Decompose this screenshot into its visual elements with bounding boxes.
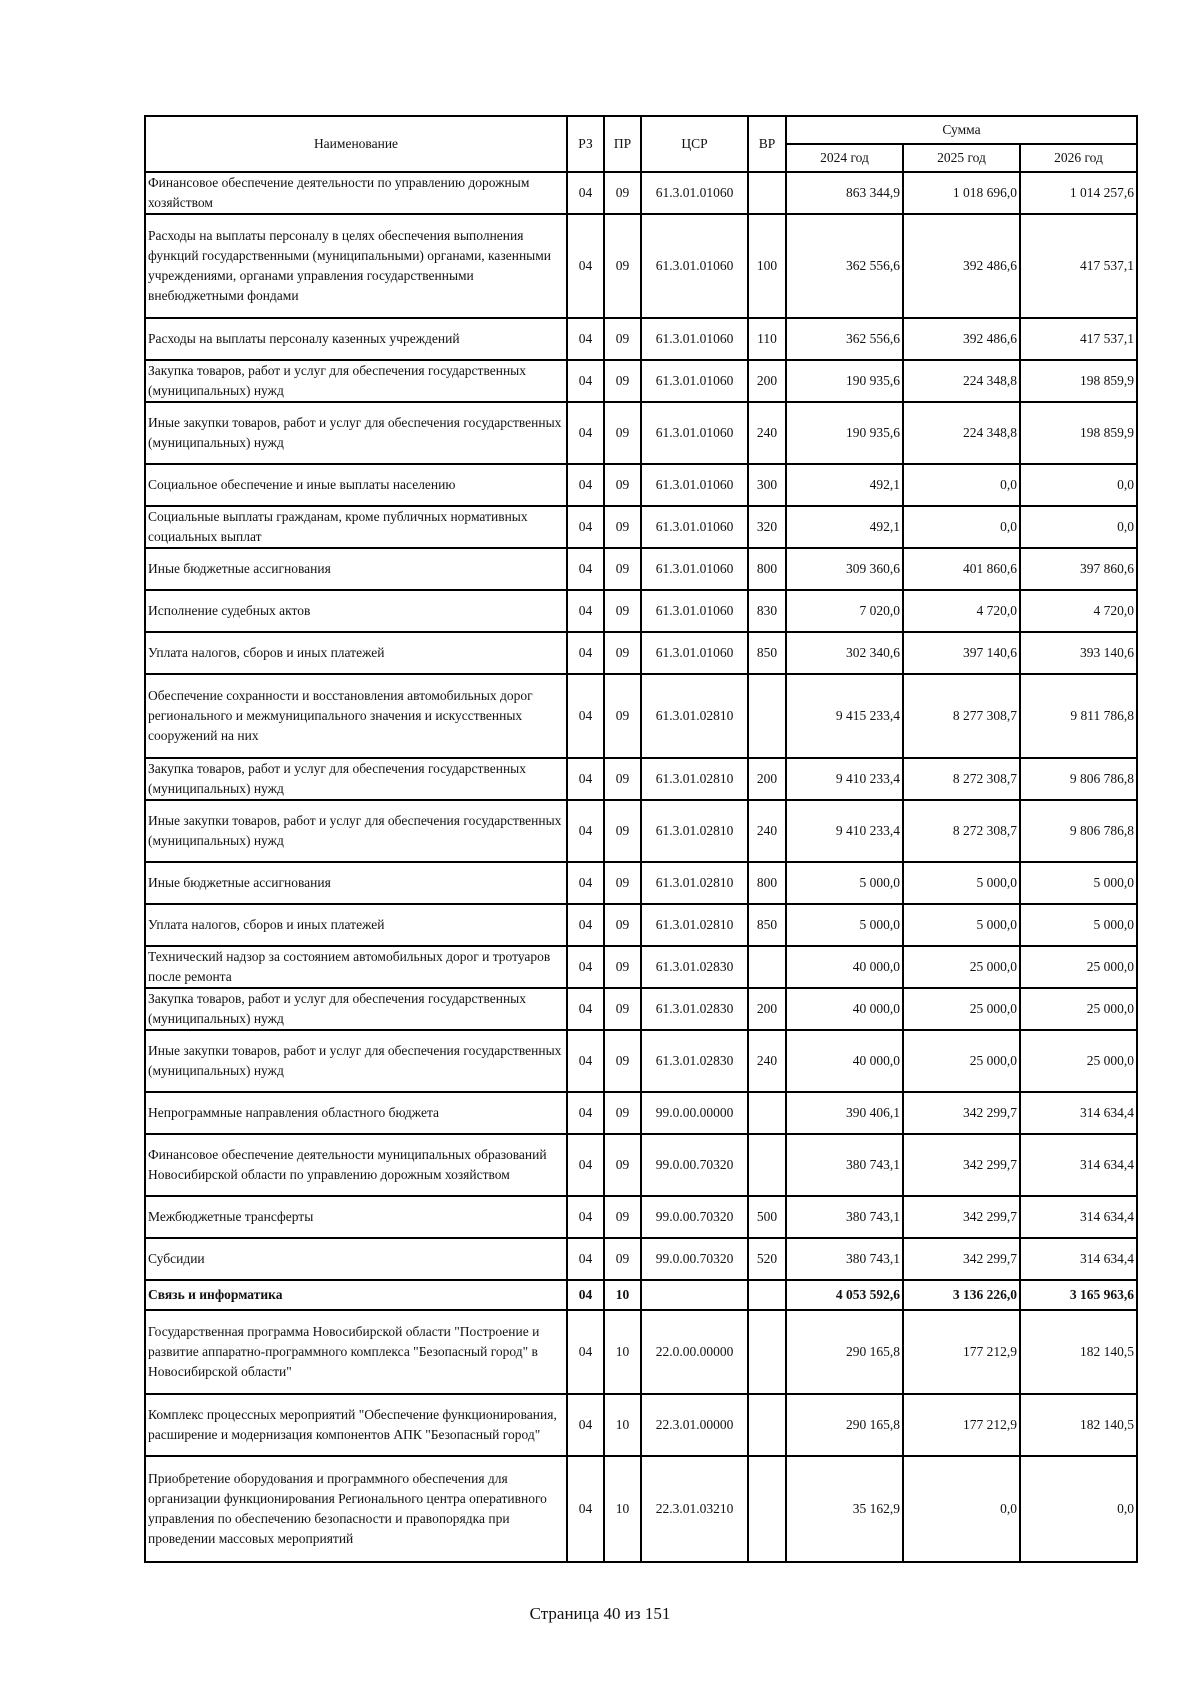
- row-csr: 61.3.01.01060: [641, 172, 748, 214]
- table-row: [145, 360, 1137, 402]
- row-sum-2024: 362 556,6: [786, 318, 903, 360]
- table-row: [145, 464, 1137, 506]
- row-rz: 04: [567, 862, 604, 904]
- row-pr: 09: [604, 360, 641, 402]
- row-vr: [748, 1394, 786, 1456]
- row-name: Иные закупки товаров, работ и услуг для обеспечения государственных (муниципальных) нужд: [145, 800, 567, 862]
- row-name: Социальное обеспечение и иные выплаты населению: [145, 464, 567, 506]
- row-vr: 850: [748, 904, 786, 946]
- table-row: [145, 1030, 1137, 1092]
- row-sum-2025: 224 348,8: [903, 402, 1020, 464]
- row-sum-2024: 40 000,0: [786, 946, 903, 988]
- row-pr: 09: [604, 402, 641, 464]
- row-sum-2025: 8 277 308,7: [903, 674, 1020, 758]
- table-row: [145, 758, 1137, 800]
- row-sum-2025: 397 140,6: [903, 632, 1020, 674]
- row-name: Закупка товаров, работ и услуг для обеспечения государственных (муниципальных) нужд: [145, 988, 567, 1030]
- row-sum-2026: 417 537,1: [1020, 214, 1137, 318]
- row-sum-2025: 342 299,7: [903, 1134, 1020, 1196]
- page-number: Страница 40 из 151: [529, 1604, 671, 1623]
- row-sum-2026: 25 000,0: [1020, 946, 1137, 988]
- row-sum-2026: 182 140,5: [1020, 1394, 1137, 1456]
- row-csr: 61.3.01.02830: [641, 946, 748, 988]
- row-rz: 04: [567, 632, 604, 674]
- row-vr: 240: [748, 800, 786, 862]
- header-csr: ЦСР: [641, 116, 748, 172]
- row-sum-2026: 9 806 786,8: [1020, 758, 1137, 800]
- row-rz: 04: [567, 1030, 604, 1092]
- row-csr: 61.3.01.02810: [641, 800, 748, 862]
- row-rz: 04: [567, 214, 604, 318]
- row-rz: 04: [567, 1196, 604, 1238]
- row-sum-2024: 290 165,8: [786, 1394, 903, 1456]
- row-pr: 09: [604, 1134, 641, 1196]
- table-row: [145, 988, 1137, 1030]
- row-name: Расходы на выплаты персоналу в целях обеспечения выполнения функций государственными (муниципальными) органами, казенными учреждениями, органами управления государственными внебюджетными фондами: [145, 214, 567, 318]
- row-sum-2024: 380 743,1: [786, 1196, 903, 1238]
- row-name: Закупка товаров, работ и услуг для обеспечения государственных (муниципальных) нужд: [145, 360, 567, 402]
- row-vr: 100: [748, 214, 786, 318]
- row-rz: 04: [567, 1092, 604, 1134]
- row-sum-2025: 392 486,6: [903, 214, 1020, 318]
- row-pr: 09: [604, 1238, 641, 1280]
- row-sum-2025: 25 000,0: [903, 946, 1020, 988]
- row-sum-2024: 9 410 233,4: [786, 758, 903, 800]
- row-rz: 04: [567, 318, 604, 360]
- budget-table: [144, 115, 1138, 1563]
- row-name: Межбюджетные трансферты: [145, 1196, 567, 1238]
- row-pr: 10: [604, 1280, 641, 1310]
- row-vr: 240: [748, 402, 786, 464]
- row-rz: 04: [567, 1134, 604, 1196]
- row-sum-2026: 0,0: [1020, 464, 1137, 506]
- row-sum-2025: 0,0: [903, 506, 1020, 548]
- row-sum-2026: 9 806 786,8: [1020, 800, 1137, 862]
- row-vr: [748, 1134, 786, 1196]
- row-csr: 61.3.01.02810: [641, 674, 748, 758]
- table-body: [145, 172, 1137, 1562]
- row-pr: 09: [604, 674, 641, 758]
- row-vr: 800: [748, 548, 786, 590]
- row-sum-2026: 0,0: [1020, 1456, 1137, 1562]
- row-pr: 09: [604, 904, 641, 946]
- row-pr: 09: [604, 590, 641, 632]
- row-pr: 09: [604, 214, 641, 318]
- row-sum-2025: 342 299,7: [903, 1092, 1020, 1134]
- row-sum-2025: 177 212,9: [903, 1310, 1020, 1394]
- row-sum-2026: 1 014 257,6: [1020, 172, 1137, 214]
- row-rz: 04: [567, 1280, 604, 1310]
- row-pr: 09: [604, 946, 641, 988]
- row-csr: 61.3.01.01060: [641, 590, 748, 632]
- row-vr: [748, 946, 786, 988]
- row-csr: 99.0.00.70320: [641, 1196, 748, 1238]
- row-rz: 04: [567, 988, 604, 1030]
- row-sum-2024: 190 935,6: [786, 360, 903, 402]
- row-csr: 61.3.01.02830: [641, 1030, 748, 1092]
- row-pr: 09: [604, 1196, 641, 1238]
- row-sum-2026: 314 634,4: [1020, 1134, 1137, 1196]
- table-row: [145, 318, 1137, 360]
- row-csr: 61.3.01.02810: [641, 862, 748, 904]
- row-sum-2026: 5 000,0: [1020, 904, 1137, 946]
- row-vr: 200: [748, 758, 786, 800]
- row-rz: 04: [567, 946, 604, 988]
- header-year-2026: 2026 год: [1020, 144, 1137, 172]
- row-name: Связь и информатика: [145, 1280, 567, 1310]
- row-name: Приобретение оборудования и программного обеспечения для организации функционирования Регионального центра оперативного управления по обеспечению безопасности и правопорядка при проведении массовых мероприятий: [145, 1456, 567, 1562]
- row-sum-2025: 25 000,0: [903, 988, 1020, 1030]
- row-sum-2026: 198 859,9: [1020, 402, 1137, 464]
- row-pr: 09: [604, 1092, 641, 1134]
- table-row: [145, 214, 1137, 318]
- row-pr: 09: [604, 548, 641, 590]
- row-sum-2024: 863 344,9: [786, 172, 903, 214]
- row-pr: 09: [604, 988, 641, 1030]
- row-pr: 09: [604, 862, 641, 904]
- row-sum-2025: 5 000,0: [903, 862, 1020, 904]
- row-csr: 22.0.00.00000: [641, 1310, 748, 1394]
- row-rz: 04: [567, 1310, 604, 1394]
- row-pr: 09: [604, 1030, 641, 1092]
- row-rz: 04: [567, 360, 604, 402]
- row-vr: [748, 1092, 786, 1134]
- row-pr: 09: [604, 172, 641, 214]
- row-csr: 61.3.01.01060: [641, 318, 748, 360]
- row-sum-2024: 362 556,6: [786, 214, 903, 318]
- table-row: [145, 1456, 1137, 1562]
- row-vr: 300: [748, 464, 786, 506]
- row-sum-2026: 314 634,4: [1020, 1196, 1137, 1238]
- row-vr: [748, 1456, 786, 1562]
- table-row: [145, 674, 1137, 758]
- row-csr: 61.3.01.01060: [641, 214, 748, 318]
- row-rz: 04: [567, 506, 604, 548]
- header-rz: РЗ: [567, 116, 604, 172]
- header-pr: ПР: [604, 116, 641, 172]
- row-pr: 10: [604, 1310, 641, 1394]
- row-name: Иные бюджетные ассигнования: [145, 862, 567, 904]
- table-row: [145, 1092, 1137, 1134]
- row-vr: [748, 1310, 786, 1394]
- row-sum-2026: 5 000,0: [1020, 862, 1137, 904]
- row-sum-2025: 342 299,7: [903, 1238, 1020, 1280]
- row-sum-2024: 40 000,0: [786, 988, 903, 1030]
- row-name: Иные закупки товаров, работ и услуг для обеспечения государственных (муниципальных) нужд: [145, 1030, 567, 1092]
- table-row: [145, 632, 1137, 674]
- table-row: [145, 1238, 1137, 1280]
- row-sum-2025: 401 860,6: [903, 548, 1020, 590]
- row-name: Иные бюджетные ассигнования: [145, 548, 567, 590]
- row-sum-2024: 35 162,9: [786, 1456, 903, 1562]
- row-sum-2026: 9 811 786,8: [1020, 674, 1137, 758]
- row-name: Расходы на выплаты персоналу казенных учреждений: [145, 318, 567, 360]
- table-row: [145, 946, 1137, 988]
- table-row: [145, 1134, 1137, 1196]
- row-name: Технический надзор за состоянием автомобильных дорог и тротуаров после ремонта: [145, 946, 567, 988]
- row-sum-2025: 177 212,9: [903, 1394, 1020, 1456]
- row-name: Исполнение судебных актов: [145, 590, 567, 632]
- table-row: [145, 1196, 1137, 1238]
- row-sum-2026: 0,0: [1020, 506, 1137, 548]
- row-sum-2025: 3 136 226,0: [903, 1280, 1020, 1310]
- row-rz: 04: [567, 590, 604, 632]
- table-row: [145, 800, 1137, 862]
- row-rz: 04: [567, 1394, 604, 1456]
- row-name: Финансовое обеспечение деятельности по управлению дорожным хозяйством: [145, 172, 567, 214]
- row-sum-2024: 309 360,6: [786, 548, 903, 590]
- row-name: Субсидии: [145, 1238, 567, 1280]
- row-sum-2025: 1 018 696,0: [903, 172, 1020, 214]
- row-sum-2024: 5 000,0: [786, 862, 903, 904]
- row-sum-2025: 5 000,0: [903, 904, 1020, 946]
- row-sum-2026: 25 000,0: [1020, 988, 1137, 1030]
- row-vr: 850: [748, 632, 786, 674]
- row-csr: 61.3.01.01060: [641, 506, 748, 548]
- row-sum-2026: 397 860,6: [1020, 548, 1137, 590]
- table-row: [145, 402, 1137, 464]
- row-name: Финансовое обеспечение деятельности муниципальных образований Новосибирской области по управлению дорожным хозяйством: [145, 1134, 567, 1196]
- row-vr: 800: [748, 862, 786, 904]
- row-csr: 61.3.01.01060: [641, 632, 748, 674]
- table-row: [145, 590, 1137, 632]
- row-sum-2026: 25 000,0: [1020, 1030, 1137, 1092]
- row-sum-2024: 380 743,1: [786, 1238, 903, 1280]
- header-sum: Сумма: [786, 116, 1137, 144]
- row-rz: 04: [567, 674, 604, 758]
- row-sum-2024: 9 410 233,4: [786, 800, 903, 862]
- row-csr: 61.3.01.02810: [641, 904, 748, 946]
- row-rz: 04: [567, 758, 604, 800]
- row-rz: 04: [567, 548, 604, 590]
- row-pr: 09: [604, 800, 641, 862]
- header-year-2025: 2025 год: [903, 144, 1020, 172]
- row-csr: 99.0.00.00000: [641, 1092, 748, 1134]
- row-sum-2024: 9 415 233,4: [786, 674, 903, 758]
- row-rz: 04: [567, 172, 604, 214]
- row-name: Уплата налогов, сборов и иных платежей: [145, 632, 567, 674]
- row-name: Уплата налогов, сборов и иных платежей: [145, 904, 567, 946]
- row-sum-2024: 390 406,1: [786, 1092, 903, 1134]
- row-csr: 61.3.01.01060: [641, 360, 748, 402]
- row-pr: 10: [604, 1456, 641, 1562]
- row-pr: 09: [604, 506, 641, 548]
- row-vr: 830: [748, 590, 786, 632]
- row-vr: 520: [748, 1238, 786, 1280]
- row-pr: 09: [604, 318, 641, 360]
- row-csr: 22.3.01.03210: [641, 1456, 748, 1562]
- row-vr: 320: [748, 506, 786, 548]
- table-row: [145, 1280, 1137, 1310]
- header-vr: ВР: [748, 116, 786, 172]
- row-vr: [748, 172, 786, 214]
- row-csr: 61.3.01.02810: [641, 758, 748, 800]
- table-row: [145, 548, 1137, 590]
- row-sum-2026: 417 537,1: [1020, 318, 1137, 360]
- row-rz: 04: [567, 1456, 604, 1562]
- row-csr: 61.3.01.01060: [641, 464, 748, 506]
- row-rz: 04: [567, 800, 604, 862]
- header-year-2024: 2024 год: [786, 144, 903, 172]
- row-sum-2025: 0,0: [903, 464, 1020, 506]
- row-sum-2024: 7 020,0: [786, 590, 903, 632]
- header-name: Наименование: [145, 116, 567, 172]
- row-sum-2024: 4 053 592,6: [786, 1280, 903, 1310]
- row-vr: 500: [748, 1196, 786, 1238]
- row-sum-2024: 290 165,8: [786, 1310, 903, 1394]
- row-sum-2026: 4 720,0: [1020, 590, 1137, 632]
- row-sum-2025: 4 720,0: [903, 590, 1020, 632]
- table-row: [145, 1310, 1137, 1394]
- row-csr: 22.3.01.00000: [641, 1394, 748, 1456]
- row-vr: 200: [748, 360, 786, 402]
- row-sum-2025: 25 000,0: [903, 1030, 1020, 1092]
- row-sum-2024: 190 935,6: [786, 402, 903, 464]
- row-vr: 240: [748, 1030, 786, 1092]
- row-pr: 09: [604, 632, 641, 674]
- row-sum-2026: 3 165 963,6: [1020, 1280, 1137, 1310]
- row-rz: 04: [567, 1238, 604, 1280]
- row-vr: 110: [748, 318, 786, 360]
- row-sum-2026: 393 140,6: [1020, 632, 1137, 674]
- row-vr: [748, 1280, 786, 1310]
- row-sum-2024: 492,1: [786, 506, 903, 548]
- row-name: Закупка товаров, работ и услуг для обеспечения государственных (муниципальных) нужд: [145, 758, 567, 800]
- row-sum-2026: 314 634,4: [1020, 1238, 1137, 1280]
- table-row: [145, 862, 1137, 904]
- row-name: Иные закупки товаров, работ и услуг для обеспечения государственных (муниципальных) нужд: [145, 402, 567, 464]
- row-sum-2024: 5 000,0: [786, 904, 903, 946]
- row-sum-2024: 302 340,6: [786, 632, 903, 674]
- table-row: [145, 904, 1137, 946]
- table-row: [145, 1394, 1137, 1456]
- row-csr: 61.3.01.01060: [641, 402, 748, 464]
- row-name: Непрограммные направления областного бюджета: [145, 1092, 567, 1134]
- row-sum-2025: 392 486,6: [903, 318, 1020, 360]
- table-row: [145, 172, 1137, 214]
- row-vr: 200: [748, 988, 786, 1030]
- row-csr: 61.3.01.02830: [641, 988, 748, 1030]
- row-name: Обеспечение сохранности и восстановления автомобильных дорог регионального и межмуниципального значения и искусственных сооружений на них: [145, 674, 567, 758]
- row-csr: 99.0.00.70320: [641, 1238, 748, 1280]
- row-sum-2025: 224 348,8: [903, 360, 1020, 402]
- row-sum-2024: 492,1: [786, 464, 903, 506]
- row-rz: 04: [567, 464, 604, 506]
- row-sum-2024: 40 000,0: [786, 1030, 903, 1092]
- row-name: Комплекс процессных мероприятий "Обеспечение функционирования, расширение и модернизация компонентов АПК "Безопасный город": [145, 1394, 567, 1456]
- row-sum-2025: 8 272 308,7: [903, 758, 1020, 800]
- row-name: Социальные выплаты гражданам, кроме публичных нормативных социальных выплат: [145, 506, 567, 548]
- table-row: [145, 506, 1137, 548]
- row-sum-2024: 380 743,1: [786, 1134, 903, 1196]
- row-csr: [641, 1280, 748, 1310]
- row-pr: 10: [604, 1394, 641, 1456]
- row-sum-2025: 8 272 308,7: [903, 800, 1020, 862]
- row-rz: 04: [567, 402, 604, 464]
- row-pr: 09: [604, 758, 641, 800]
- row-pr: 09: [604, 464, 641, 506]
- row-sum-2025: 0,0: [903, 1456, 1020, 1562]
- row-sum-2026: 314 634,4: [1020, 1092, 1137, 1134]
- row-csr: 61.3.01.01060: [641, 548, 748, 590]
- row-csr: 99.0.00.70320: [641, 1134, 748, 1196]
- row-sum-2026: 182 140,5: [1020, 1310, 1137, 1394]
- row-vr: [748, 674, 786, 758]
- row-name: Государственная программа Новосибирской области "Построение и развитие аппаратно-программного комплекса "Безопасный город" в Новосибирской области": [145, 1310, 567, 1394]
- row-sum-2025: 342 299,7: [903, 1196, 1020, 1238]
- row-sum-2026: 198 859,9: [1020, 360, 1137, 402]
- row-rz: 04: [567, 904, 604, 946]
